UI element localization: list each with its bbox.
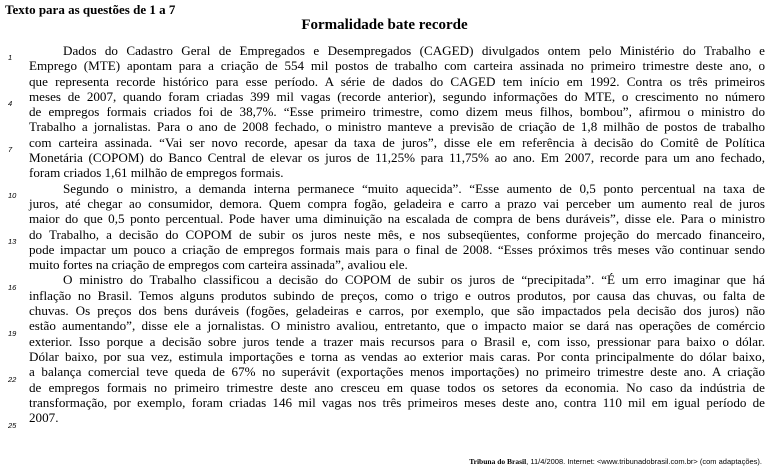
text-line: maior do que 0,5 ponto percentual. Pode haver uma diminuição na escalada de compra de bens duráveis”, disse ele. Para o ministro <box>29 211 765 227</box>
line-number: 16 <box>8 283 17 292</box>
line-number: 19 <box>8 329 17 338</box>
text-line: Dólar baixo, por sua vez, estimula importações e torna as vendas ao exterior mais caras. Por conta principalmente do dólar baixo, <box>29 348 765 364</box>
text-line: com carteira assinada. “Vai ser novo recorde, apesar da taxa de juros”, disse ele em referência à decisão do Comitê de Política <box>29 134 765 150</box>
line-number: 7 <box>8 145 13 154</box>
line-number: 25 <box>8 421 17 430</box>
text-line: chuvas. Os preços dos bens duráveis (fogões, geladeiras e carros, por exemplo, que são impactados pela decisão dos juros) não <box>29 303 765 319</box>
source-publication: Tribuna do Brasil <box>469 457 527 466</box>
text-line: exterior. Isso porque a decisão sobre juros tende a trazer mais recursos para o Brasil e, com isso, pressionar para baixo o dólar. <box>29 333 765 349</box>
text-line: transformação, por exemplo, foram criadas 146 mil vagas nos três primeiros meses deste ano, contra 110 mil em igual período de <box>29 394 765 410</box>
text-line: Trabalho a jornalistas. Para o ano de 2008 fechado, o ministro manteve a previsão de criação de 1,8 milhão de postos de trabalho <box>29 119 765 135</box>
text-line: foram criados 1,61 milhão de empregos formais. <box>29 165 284 181</box>
source-details: , 11/4/2008. Internet: <www.tribunadobrasil.com.br> (com adaptações). <box>526 457 762 466</box>
text-line: O ministro do Trabalho classificou a decisão do COPOM de subir os juros de “precipitada”. “É um erro imaginar que há <box>63 272 765 288</box>
text-line: de empregos formais criados foi de 38,7%. “Esse primeiro trimestre, como dizem meus filhos, bombou”, afirmou o ministro do <box>29 104 765 120</box>
text-line: a balança comercial teve queda de 67% no superávit (exportações menos importações) no primeiro trimestre deste ano. A criação <box>29 364 765 380</box>
text-line: juros, até chegar ao consumidor, demora. Quem compra fogão, geladeira e carro a prazo vai perceber um aumento real de juros <box>29 195 765 211</box>
line-number: 22 <box>8 375 17 384</box>
text-line: que representa recorde histórico para esse período. A série de dados do CAGED tem início em 1992. Contra os três primeiros <box>29 73 765 89</box>
line-number: 4 <box>8 99 13 108</box>
article-body <box>29 43 765 425</box>
line-number: 1 <box>8 53 13 62</box>
source-citation <box>469 457 762 466</box>
text-line: Segundo o ministro, a demanda interna permanece “muito aquecida”. “Esse aumento de 0,5 ponto percentual na taxa de <box>63 180 765 196</box>
text-line: meses de 2007, quando foram criadas 399 mil vagas (recorde anterior), segundo informações do MTE, o crescimento no número <box>29 88 765 104</box>
text-line: inflação no Brasil. Temos alguns produtos subindo de preços, como o trigo e outros produtos, por causa das chuvas, ou falta de <box>29 287 765 303</box>
text-line: estão aumentando”, disse ele a jornalistas. O ministro avaliou, entretanto, que o impacto maior se dará nas operações de comércio <box>29 318 765 334</box>
text-line: muito fortes na criação de empregos com carteira assinada”, avaliou ele. <box>29 257 408 273</box>
text-line: pode impactar um pouco a criação de empregos formais mais para o final de 2008. “Esses próximos três meses vão continuar sendo <box>29 241 765 257</box>
article-title: Formalidade bate recorde <box>301 17 468 33</box>
line-number: 10 <box>8 191 17 200</box>
line-number: 13 <box>8 237 17 246</box>
text-line: de empregos formais no primeiro trimestre deste ano cresceu em quase todos os setores da economia. No caso da indústria de <box>29 379 765 395</box>
text-line: 2007. <box>29 410 59 426</box>
text-line: Dados do Cadastro Geral de Empregados e Desempregados (CAGED) divulgados ontem pelo Ministério do Trabalho e <box>63 43 765 58</box>
text-line: do Trabalho, a decisão do COPOM de subir os juros neste mês, e nos subseqüentes, conforme projeção do mercado financeiro, <box>29 226 765 242</box>
text-line: Emprego (MTE) apontam para a criação de 554 mil postos de trabalho com carteira assinada no primeiro trimestre deste ano, o <box>29 58 765 74</box>
header-instruction: Texto para as questões de 1 a 7 <box>5 2 176 17</box>
text-line: Monetária (COPOM) do Banco Central de elevar os juros de 11,25% para 11,75% ao ano. Em 2007, recorde para um ano fechado, <box>29 150 765 166</box>
